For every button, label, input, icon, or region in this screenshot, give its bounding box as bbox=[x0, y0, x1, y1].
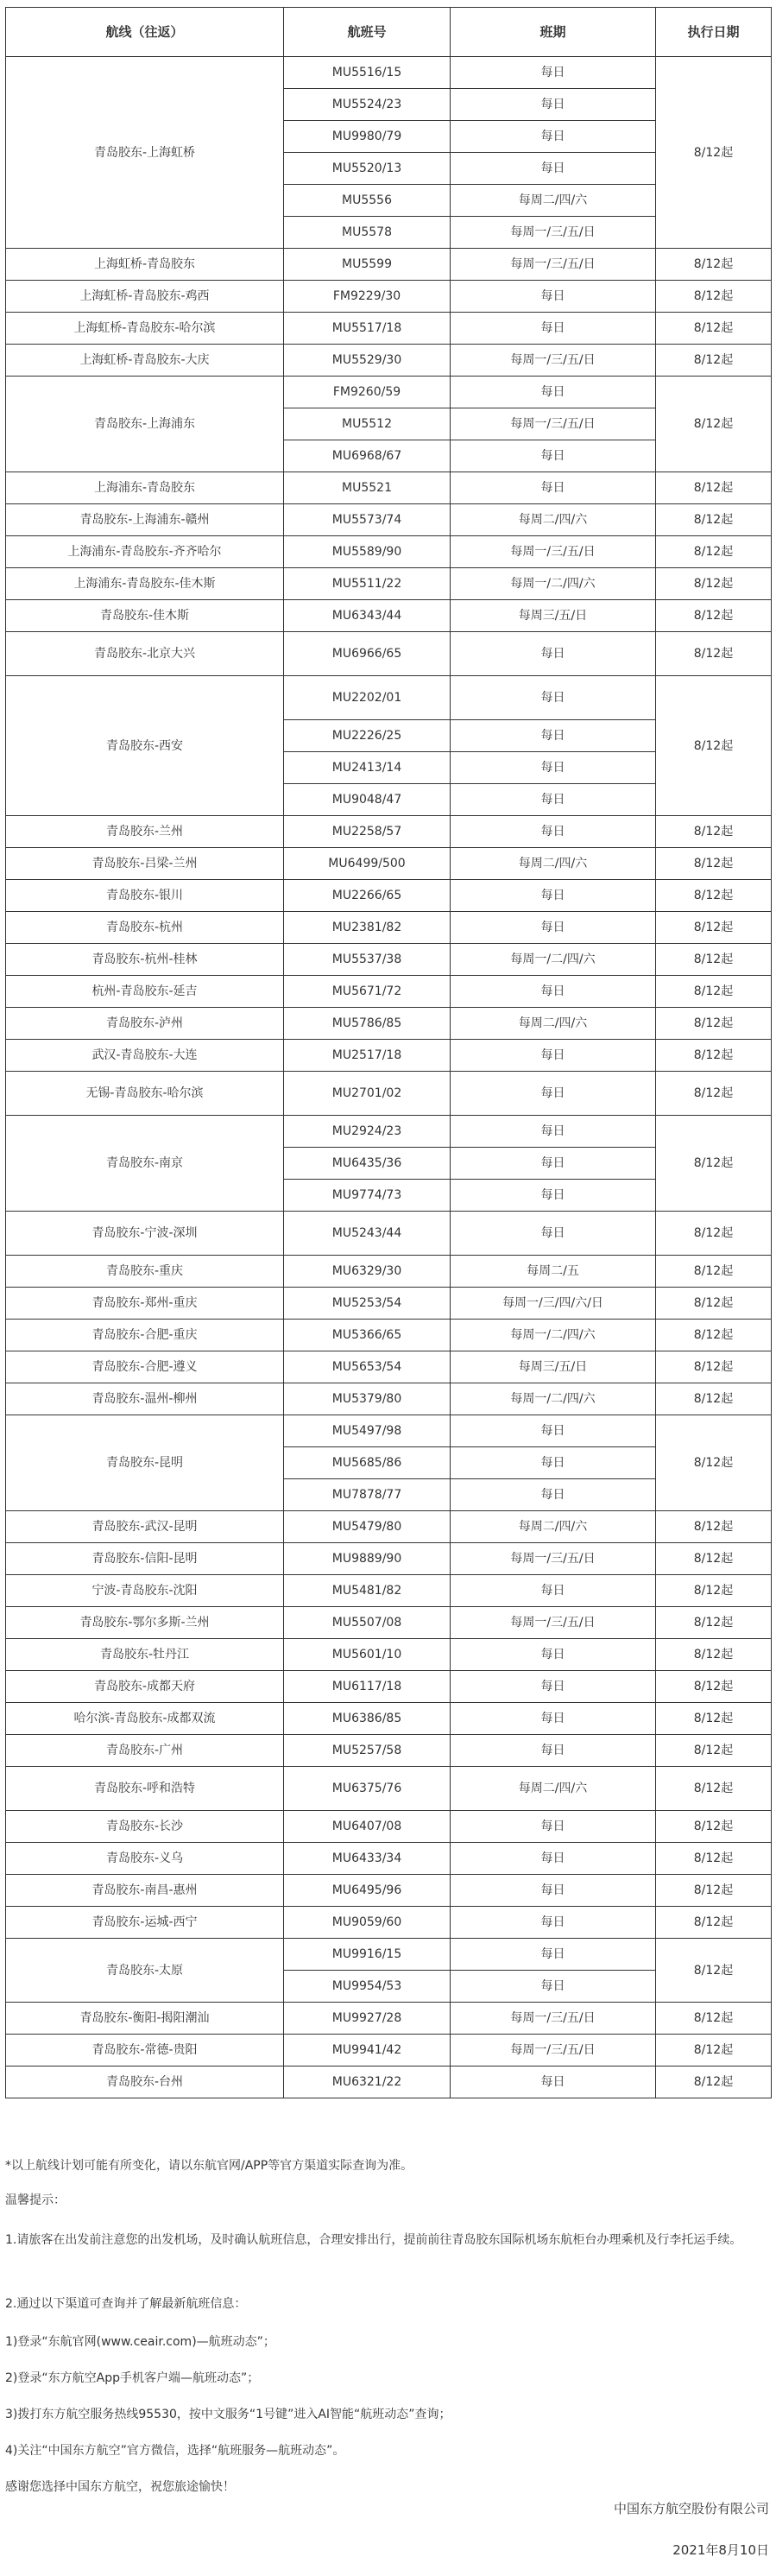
schedule-days-cell: 每日 bbox=[451, 1212, 656, 1256]
flight-number-cell: MU9059/60 bbox=[284, 1907, 451, 1939]
tip-query-channels: 2.通过以下渠道可查询并了解最新航班信息： bbox=[5, 2297, 247, 2311]
flight-number-cell: MU6968/67 bbox=[284, 440, 451, 472]
table-row bbox=[6, 281, 772, 313]
route-cell: 青岛胶东-兰州 bbox=[6, 816, 284, 848]
table-row bbox=[6, 1351, 772, 1383]
table-row bbox=[6, 1543, 772, 1575]
effective-date-cell: 8/12起 bbox=[656, 1575, 772, 1607]
schedule-days-cell: 每日 bbox=[451, 720, 656, 752]
flight-number-cell: FM9260/59 bbox=[284, 377, 451, 408]
schedule-days-cell: 每周二/四/六 bbox=[451, 848, 656, 880]
flight-number-cell: MU5524/23 bbox=[284, 89, 451, 121]
effective-date-cell: 8/12起 bbox=[656, 313, 772, 345]
flight-number-cell: MU6117/18 bbox=[284, 1671, 451, 1703]
effective-date-cell: 8/12起 bbox=[656, 1767, 772, 1811]
schedule-days-cell: 每周一/三/五/日 bbox=[451, 249, 656, 281]
route-cell: 青岛胶东-重庆 bbox=[6, 1256, 284, 1288]
schedule-days-cell: 每日 bbox=[451, 281, 656, 313]
route-cell: 青岛胶东-长沙 bbox=[6, 1811, 284, 1843]
tip-channel-website: 1)登录“东航官网(www.ceair.com)—航班动态”； bbox=[5, 2335, 275, 2349]
route-cell: 青岛胶东-上海虹桥 bbox=[6, 57, 284, 249]
schedule-days-cell: 每日 bbox=[451, 1040, 656, 1072]
effective-date-cell: 8/12起 bbox=[656, 345, 772, 377]
flight-number-cell: MU5497/98 bbox=[284, 1415, 451, 1447]
route-cell: 青岛胶东-太原 bbox=[6, 1939, 284, 2003]
schedule-days-cell: 每日 bbox=[451, 57, 656, 89]
schedule-days-cell: 每周二/四/六 bbox=[451, 1767, 656, 1811]
schedule-days-cell: 每周一/三/五/日 bbox=[451, 217, 656, 249]
flight-number-cell: MU9927/28 bbox=[284, 2003, 451, 2035]
effective-date-cell: 8/12起 bbox=[656, 880, 772, 912]
schedule-days-cell: 每周一/二/四/六 bbox=[451, 944, 656, 976]
issuer-company: 中国东方航空股份有限公司 bbox=[613, 2501, 769, 2516]
schedule-days-cell: 每日 bbox=[451, 313, 656, 345]
table-row bbox=[6, 1320, 772, 1351]
route-cell: 青岛胶东-运城-西宁 bbox=[6, 1907, 284, 1939]
effective-date-cell: 8/12起 bbox=[656, 504, 772, 536]
route-cell: 上海虹桥-青岛胶东-哈尔滨 bbox=[6, 313, 284, 345]
route-cell: 上海浦东-青岛胶东-齐齐哈尔 bbox=[6, 536, 284, 568]
schedule-days-cell: 每周二/四/六 bbox=[451, 1511, 656, 1543]
effective-date-cell: 8/12起 bbox=[656, 1072, 772, 1116]
effective-date-cell: 8/12起 bbox=[656, 944, 772, 976]
route-cell: 上海浦东-青岛胶东 bbox=[6, 472, 284, 504]
effective-date-cell: 8/12起 bbox=[656, 1843, 772, 1875]
effective-date-cell: 8/12起 bbox=[656, 472, 772, 504]
table-row bbox=[6, 568, 772, 600]
route-cell: 青岛胶东-牡丹江 bbox=[6, 1639, 284, 1671]
table-row bbox=[6, 1575, 772, 1607]
tip-airport-check: 1.请旅客在出发前注意您的出发机场，及时确认航班信息，合理安排出行，提前前往青岛胶东国际机场东航柜台办理乘机及行李托运手续。 bbox=[5, 2233, 742, 2247]
route-cell: 青岛胶东-杭州-桂林 bbox=[6, 944, 284, 976]
schedule-days-cell: 每周三/五/日 bbox=[451, 600, 656, 632]
flight-number-cell: MU5786/85 bbox=[284, 1008, 451, 1040]
flight-number-cell: MU6329/30 bbox=[284, 1256, 451, 1288]
route-cell: 上海虹桥-青岛胶东-鸡西 bbox=[6, 281, 284, 313]
flight-number-cell: MU5479/80 bbox=[284, 1511, 451, 1543]
schedule-days-cell: 每日 bbox=[451, 1843, 656, 1875]
effective-date-cell: 8/12起 bbox=[656, 1511, 772, 1543]
schedule-days-cell: 每周三/五/日 bbox=[451, 1351, 656, 1383]
header-schedule-days: 班期 bbox=[451, 8, 656, 57]
table-row bbox=[6, 1735, 772, 1767]
schedule-days-cell: 每周二/四/六 bbox=[451, 504, 656, 536]
route-cell: 上海虹桥-青岛胶东-大庆 bbox=[6, 345, 284, 377]
route-cell: 青岛胶东-鄂尔多斯-兰州 bbox=[6, 1607, 284, 1639]
route-cell: 青岛胶东-温州-柳州 bbox=[6, 1383, 284, 1415]
schedule-days-cell: 每日 bbox=[451, 1875, 656, 1907]
schedule-days-cell: 每日 bbox=[451, 1148, 656, 1180]
flight-number-cell: MU5653/54 bbox=[284, 1351, 451, 1383]
schedule-days-cell: 每日 bbox=[451, 1116, 656, 1148]
route-cell: 青岛胶东-昆明 bbox=[6, 1415, 284, 1511]
flight-number-cell: MU7878/77 bbox=[284, 1479, 451, 1511]
effective-date-cell: 8/12起 bbox=[656, 1735, 772, 1767]
flight-number-cell: MU5573/74 bbox=[284, 504, 451, 536]
schedule-days-cell: 每日 bbox=[451, 1447, 656, 1479]
effective-date-cell: 8/12起 bbox=[656, 1256, 772, 1288]
effective-date-cell: 8/12起 bbox=[656, 57, 772, 249]
schedule-days-cell: 每日 bbox=[451, 1735, 656, 1767]
schedule-days-cell: 每周一/三/五/日 bbox=[451, 1607, 656, 1639]
flight-number-cell: MU2381/82 bbox=[284, 912, 451, 944]
table-row bbox=[6, 345, 772, 377]
table-row bbox=[6, 472, 772, 504]
effective-date-cell: 8/12起 bbox=[656, 1639, 772, 1671]
flight-schedule-table bbox=[5, 7, 772, 2098]
effective-date-cell: 8/12起 bbox=[656, 2003, 772, 2035]
flight-number-cell: MU9954/53 bbox=[284, 1971, 451, 2003]
schedule-days-cell: 每日 bbox=[451, 121, 656, 153]
header-effective-date: 执行日期 bbox=[656, 8, 772, 57]
flight-number-cell: MU6343/44 bbox=[284, 600, 451, 632]
schedule-days-cell: 每日 bbox=[451, 912, 656, 944]
flight-number-cell: MU6375/76 bbox=[284, 1767, 451, 1811]
table-row bbox=[6, 536, 772, 568]
flight-number-cell: MU6321/22 bbox=[284, 2066, 451, 2098]
route-cell: 青岛胶东-呼和浩特 bbox=[6, 1767, 284, 1811]
route-cell: 哈尔滨-青岛胶东-成都双流 bbox=[6, 1703, 284, 1735]
route-cell: 杭州-青岛胶东-延吉 bbox=[6, 976, 284, 1008]
schedule-days-cell: 每日 bbox=[451, 1939, 656, 1971]
table-row bbox=[6, 816, 772, 848]
effective-date-cell: 8/12起 bbox=[656, 848, 772, 880]
effective-date-cell: 8/12起 bbox=[656, 2035, 772, 2066]
flight-number-cell: MU5257/58 bbox=[284, 1735, 451, 1767]
schedule-days-cell: 每日 bbox=[451, 1671, 656, 1703]
schedule-days-cell: 每周一/三/五/日 bbox=[451, 2035, 656, 2066]
route-cell: 青岛胶东-义乌 bbox=[6, 1843, 284, 1875]
flight-number-cell: MU2226/25 bbox=[284, 720, 451, 752]
table-row bbox=[6, 1843, 772, 1875]
table-row bbox=[6, 1703, 772, 1735]
flight-number-cell: MU5589/90 bbox=[284, 536, 451, 568]
table-row bbox=[6, 2066, 772, 2098]
flight-number-cell: MU5671/72 bbox=[284, 976, 451, 1008]
effective-date-cell: 8/12起 bbox=[656, 976, 772, 1008]
schedule-days-cell: 每周二/四/六 bbox=[451, 185, 656, 217]
route-cell: 青岛胶东-成都天府 bbox=[6, 1671, 284, 1703]
effective-date-cell: 8/12起 bbox=[656, 2066, 772, 2098]
effective-date-cell: 8/12起 bbox=[656, 377, 772, 472]
effective-date-cell: 8/12起 bbox=[656, 816, 772, 848]
effective-date-cell: 8/12起 bbox=[656, 1875, 772, 1907]
tip-channel-app: 2)登录“东方航空App手机客户端—航班动态”； bbox=[5, 2371, 260, 2385]
schedule-days-cell: 每周一/三/五/日 bbox=[451, 1543, 656, 1575]
table-row bbox=[6, 1671, 772, 1703]
schedule-days-cell: 每周一/三/五/日 bbox=[451, 536, 656, 568]
tip-channel-hotline: 3)拨打东方航空服务热线95530，按中文服务“1号键”进入AI智能“航班动态”查询； bbox=[5, 2408, 451, 2421]
route-cell: 青岛胶东-北京大兴 bbox=[6, 632, 284, 676]
flight-number-cell: MU9980/79 bbox=[284, 121, 451, 153]
tip-channel-wechat: 4)关注“中国东方航空”官方微信，选择“航班服务—航班动态”。 bbox=[5, 2444, 345, 2458]
route-cell: 青岛胶东-西安 bbox=[6, 676, 284, 816]
effective-date-cell: 8/12起 bbox=[656, 281, 772, 313]
flight-number-cell: MU5578 bbox=[284, 217, 451, 249]
route-cell: 青岛胶东-佳木斯 bbox=[6, 600, 284, 632]
table-row bbox=[6, 600, 772, 632]
flight-schedule-body bbox=[6, 57, 772, 2098]
effective-date-cell: 8/12起 bbox=[656, 249, 772, 281]
effective-date-cell: 8/12起 bbox=[656, 1543, 772, 1575]
effective-date-cell: 8/12起 bbox=[656, 1008, 772, 1040]
schedule-days-cell: 每日 bbox=[451, 1907, 656, 1939]
schedule-days-cell: 每日 bbox=[451, 1703, 656, 1735]
table-row bbox=[6, 2003, 772, 2035]
effective-date-cell: 8/12起 bbox=[656, 1040, 772, 1072]
effective-date-cell: 8/12起 bbox=[656, 1607, 772, 1639]
flight-number-cell: MU9048/47 bbox=[284, 784, 451, 816]
flight-number-cell: MU2701/02 bbox=[284, 1072, 451, 1116]
effective-date-cell: 8/12起 bbox=[656, 1320, 772, 1351]
route-cell: 青岛胶东-武汉-昆明 bbox=[6, 1511, 284, 1543]
flight-number-cell: MU9941/42 bbox=[284, 2035, 451, 2066]
tips-title: 温馨提示： bbox=[5, 2193, 66, 2207]
route-cell: 青岛胶东-南京 bbox=[6, 1116, 284, 1212]
effective-date-cell: 8/12起 bbox=[656, 1811, 772, 1843]
route-cell: 上海浦东-青岛胶东-佳木斯 bbox=[6, 568, 284, 600]
schedule-days-cell: 每日 bbox=[451, 440, 656, 472]
route-cell: 青岛胶东-信阳-昆明 bbox=[6, 1543, 284, 1575]
table-row bbox=[6, 944, 772, 976]
flight-number-cell: MU9774/73 bbox=[284, 1180, 451, 1212]
effective-date-cell: 8/12起 bbox=[656, 632, 772, 676]
schedule-days-cell: 每日 bbox=[451, 377, 656, 408]
schedule-days-cell: 每周二/五 bbox=[451, 1256, 656, 1288]
closing-message: 感谢您选择中国东方航空，祝您旅途愉快！ bbox=[5, 2480, 235, 2494]
route-cell: 宁波-青岛胶东-沈阳 bbox=[6, 1575, 284, 1607]
schedule-days-cell: 每周一/二/四/六 bbox=[451, 1383, 656, 1415]
route-cell: 青岛胶东-合肥-遵义 bbox=[6, 1351, 284, 1383]
table-row bbox=[6, 1939, 772, 1971]
table-row bbox=[6, 880, 772, 912]
schedule-days-cell: 每日 bbox=[451, 153, 656, 185]
table-row bbox=[6, 1288, 772, 1320]
route-cell: 青岛胶东-上海浦东-赣州 bbox=[6, 504, 284, 536]
effective-date-cell: 8/12起 bbox=[656, 1939, 772, 2003]
table-row bbox=[6, 1907, 772, 1939]
schedule-days-cell: 每日 bbox=[451, 976, 656, 1008]
flight-number-cell: MU5516/15 bbox=[284, 57, 451, 89]
table-row bbox=[6, 313, 772, 345]
schedule-days-cell: 每日 bbox=[451, 472, 656, 504]
flight-number-cell: MU6407/08 bbox=[284, 1811, 451, 1843]
flight-number-cell: MU2202/01 bbox=[284, 676, 451, 720]
schedule-days-cell: 每周一/三/五/日 bbox=[451, 408, 656, 440]
table-row bbox=[6, 1511, 772, 1543]
flight-number-cell: MU5507/08 bbox=[284, 1607, 451, 1639]
flight-number-cell: MU5601/10 bbox=[284, 1639, 451, 1671]
effective-date-cell: 8/12起 bbox=[656, 1212, 772, 1256]
table-row bbox=[6, 1256, 772, 1288]
flight-number-cell: MU6435/36 bbox=[284, 1148, 451, 1180]
schedule-days-cell: 每日 bbox=[451, 784, 656, 816]
flight-number-cell: MU6386/85 bbox=[284, 1703, 451, 1735]
schedule-days-cell: 每周一/二/四/六 bbox=[451, 568, 656, 600]
flight-number-cell: MU2258/57 bbox=[284, 816, 451, 848]
flight-number-cell: MU5481/82 bbox=[284, 1575, 451, 1607]
route-cell: 青岛胶东-泸州 bbox=[6, 1008, 284, 1040]
schedule-days-cell: 每日 bbox=[451, 1575, 656, 1607]
table-header-row bbox=[6, 8, 772, 57]
route-cell: 青岛胶东-上海浦东 bbox=[6, 377, 284, 472]
route-cell: 上海虹桥-青岛胶东 bbox=[6, 249, 284, 281]
flight-number-cell: MU5520/13 bbox=[284, 153, 451, 185]
flight-number-cell: MU6495/96 bbox=[284, 1875, 451, 1907]
table-row bbox=[6, 2035, 772, 2066]
table-row bbox=[6, 57, 772, 89]
header-flight-number: 航班号 bbox=[284, 8, 451, 57]
route-cell: 青岛胶东-合肥-重庆 bbox=[6, 1320, 284, 1351]
flight-number-cell: MU2517/18 bbox=[284, 1040, 451, 1072]
flight-number-cell: MU2413/14 bbox=[284, 752, 451, 784]
route-cell: 青岛胶东-南昌-惠州 bbox=[6, 1875, 284, 1907]
route-cell: 青岛胶东-广州 bbox=[6, 1735, 284, 1767]
flight-number-cell: MU5685/86 bbox=[284, 1447, 451, 1479]
flight-number-cell: FM9229/30 bbox=[284, 281, 451, 313]
flight-number-cell: MU5556 bbox=[284, 185, 451, 217]
flight-number-cell: MU5599 bbox=[284, 249, 451, 281]
table-row bbox=[6, 848, 772, 880]
schedule-days-cell: 每日 bbox=[451, 1971, 656, 2003]
flight-number-cell: MU5521 bbox=[284, 472, 451, 504]
route-cell: 青岛胶东-宁波-深圳 bbox=[6, 1212, 284, 1256]
table-row bbox=[6, 1811, 772, 1843]
flight-number-cell: MU2924/23 bbox=[284, 1116, 451, 1148]
table-row bbox=[6, 1072, 772, 1116]
flight-number-cell: MU9916/15 bbox=[284, 1939, 451, 1971]
schedule-days-cell: 每日 bbox=[451, 676, 656, 720]
flight-number-cell: MU5511/22 bbox=[284, 568, 451, 600]
route-cell: 武汉-青岛胶东-大连 bbox=[6, 1040, 284, 1072]
schedule-days-cell: 每周二/四/六 bbox=[451, 1008, 656, 1040]
effective-date-cell: 8/12起 bbox=[656, 1383, 772, 1415]
schedule-days-cell: 每周一/三/五/日 bbox=[451, 2003, 656, 2035]
flight-number-cell: MU6499/500 bbox=[284, 848, 451, 880]
schedule-days-cell: 每日 bbox=[451, 816, 656, 848]
flight-number-cell: MU5517/18 bbox=[284, 313, 451, 345]
effective-date-cell: 8/12起 bbox=[656, 536, 772, 568]
effective-date-cell: 8/12起 bbox=[656, 1671, 772, 1703]
flight-number-cell: MU2266/65 bbox=[284, 880, 451, 912]
effective-date-cell: 8/12起 bbox=[656, 912, 772, 944]
schedule-days-cell: 每日 bbox=[451, 2066, 656, 2098]
schedule-days-cell: 每日 bbox=[451, 1639, 656, 1671]
flight-number-cell: MU5379/80 bbox=[284, 1383, 451, 1415]
flight-number-cell: MU5253/54 bbox=[284, 1288, 451, 1320]
schedule-days-cell: 每日 bbox=[451, 89, 656, 121]
effective-date-cell: 8/12起 bbox=[656, 1907, 772, 1939]
flight-number-cell: MU6966/65 bbox=[284, 632, 451, 676]
schedule-days-cell: 每日 bbox=[451, 1415, 656, 1447]
table-row bbox=[6, 976, 772, 1008]
schedule-days-cell: 每日 bbox=[451, 880, 656, 912]
schedule-days-cell: 每日 bbox=[451, 1479, 656, 1511]
route-cell: 青岛胶东-常德-贵阳 bbox=[6, 2035, 284, 2066]
schedule-days-cell: 每日 bbox=[451, 1180, 656, 1212]
table-row bbox=[6, 1212, 772, 1256]
effective-date-cell: 8/12起 bbox=[656, 1116, 772, 1212]
table-row bbox=[6, 1639, 772, 1671]
schedule-days-cell: 每周一/三/五/日 bbox=[451, 345, 656, 377]
schedule-days-cell: 每日 bbox=[451, 752, 656, 784]
route-cell: 青岛胶东-杭州 bbox=[6, 912, 284, 944]
header-route: 航线（往返） bbox=[6, 8, 284, 57]
issue-date: 2021年8月10日 bbox=[672, 2542, 769, 2558]
effective-date-cell: 8/12起 bbox=[656, 600, 772, 632]
flight-number-cell: MU9889/90 bbox=[284, 1543, 451, 1575]
schedule-days-cell: 每周一/二/四/六 bbox=[451, 1320, 656, 1351]
effective-date-cell: 8/12起 bbox=[656, 1351, 772, 1383]
schedule-days-cell: 每周一/三/四/六/日 bbox=[451, 1288, 656, 1320]
table-row bbox=[6, 912, 772, 944]
flight-number-cell: MU5537/38 bbox=[284, 944, 451, 976]
route-cell: 青岛胶东-郑州-重庆 bbox=[6, 1288, 284, 1320]
table-row bbox=[6, 1607, 772, 1639]
table-row bbox=[6, 249, 772, 281]
table-row bbox=[6, 377, 772, 408]
flight-number-cell: MU5529/30 bbox=[284, 345, 451, 377]
schedule-days-cell: 每日 bbox=[451, 632, 656, 676]
table-row bbox=[6, 1383, 772, 1415]
route-cell: 青岛胶东-吕梁-兰州 bbox=[6, 848, 284, 880]
effective-date-cell: 8/12起 bbox=[656, 676, 772, 816]
table-row bbox=[6, 504, 772, 536]
schedule-days-cell: 每日 bbox=[451, 1072, 656, 1116]
flight-number-cell: MU5512 bbox=[284, 408, 451, 440]
table-row bbox=[6, 1767, 772, 1811]
table-row bbox=[6, 1415, 772, 1447]
effective-date-cell: 8/12起 bbox=[656, 1288, 772, 1320]
schedule-days-cell: 每日 bbox=[451, 1811, 656, 1843]
flight-number-cell: MU5243/44 bbox=[284, 1212, 451, 1256]
table-row bbox=[6, 1116, 772, 1148]
route-cell: 青岛胶东-台州 bbox=[6, 2066, 284, 2098]
effective-date-cell: 8/12起 bbox=[656, 568, 772, 600]
effective-date-cell: 8/12起 bbox=[656, 1415, 772, 1511]
effective-date-cell: 8/12起 bbox=[656, 1703, 772, 1735]
table-row bbox=[6, 676, 772, 720]
table-row bbox=[6, 1875, 772, 1907]
route-cell: 青岛胶东-衡阳-揭阳潮汕 bbox=[6, 2003, 284, 2035]
table-row bbox=[6, 632, 772, 676]
schedule-disclaimer: *以上航线计划可能有所变化，请以东航官网/APP等官方渠道实际查询为准。 bbox=[5, 2159, 413, 2173]
flight-number-cell: MU5366/65 bbox=[284, 1320, 451, 1351]
table-row bbox=[6, 1040, 772, 1072]
table-row bbox=[6, 1008, 772, 1040]
flight-number-cell: MU6433/34 bbox=[284, 1843, 451, 1875]
route-cell: 青岛胶东-银川 bbox=[6, 880, 284, 912]
route-cell: 无锡-青岛胶东-哈尔滨 bbox=[6, 1072, 284, 1116]
